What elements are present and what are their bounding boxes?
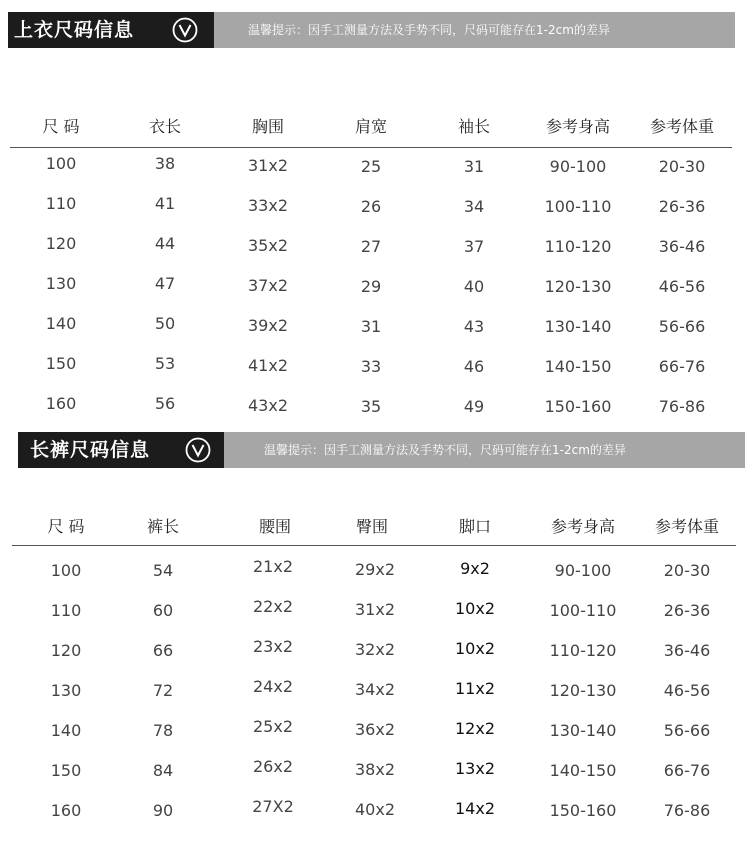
cell-height: 140-150 — [544, 357, 612, 376]
cell-weight: 66-76 — [658, 357, 706, 376]
cell-height: 130-140 — [549, 721, 617, 740]
column-header-height: 参考身高 — [550, 517, 615, 536]
cell-col4: 27 — [360, 237, 382, 256]
column-header-col5: 袖长 — [457, 117, 490, 136]
cell-col3: 24x2 — [252, 677, 293, 696]
cell-col4: 31x2 — [354, 600, 395, 619]
cell-size: 160 — [50, 801, 82, 820]
cell-size: 100 — [50, 561, 82, 580]
cell-weight: 56-66 — [663, 721, 711, 740]
cell-weight: 66-76 — [663, 761, 711, 780]
bottom-section-tip: 温馨提示：因手工测量方法及手势不同，尺码可能存在1-2cm的差异 — [264, 443, 626, 457]
column-header-weight: 参考体重 — [649, 117, 714, 136]
column-header-height: 参考身高 — [545, 117, 610, 136]
cell-col3: 37x2 — [247, 276, 288, 295]
cell-length: 41 — [154, 194, 176, 213]
cell-col5: 40 — [463, 277, 485, 296]
cell-col5: 10x2 — [454, 639, 495, 658]
cell-col4: 34x2 — [354, 680, 395, 699]
cell-col4: 36x2 — [354, 720, 395, 739]
cell-col4: 38x2 — [354, 760, 395, 779]
cell-length: 56 — [154, 394, 176, 413]
cell-length: 47 — [154, 274, 176, 293]
column-header-size: 尺 码 — [47, 517, 85, 536]
cell-col3: 33x2 — [247, 196, 288, 215]
cell-size: 130 — [50, 681, 82, 700]
cell-weight: 56-66 — [658, 317, 706, 336]
cell-col4: 32x2 — [354, 640, 395, 659]
cell-col4: 33 — [360, 357, 382, 376]
bottom-section-title: 长裤尺码信息 — [30, 439, 151, 461]
cell-size: 130 — [45, 274, 77, 293]
cell-col5: 34 — [463, 197, 485, 216]
cell-col3: 22x2 — [252, 597, 293, 616]
cell-col3: 21x2 — [252, 557, 293, 576]
cell-length: 66 — [152, 641, 174, 660]
cell-length: 84 — [152, 761, 174, 780]
cell-size: 120 — [45, 234, 77, 253]
cell-length: 90 — [152, 801, 174, 820]
cell-size: 110 — [50, 601, 82, 620]
cell-col3: 23x2 — [252, 637, 293, 656]
cell-col5: 12x2 — [454, 719, 495, 738]
cell-height: 140-150 — [549, 761, 617, 780]
cell-height: 120-130 — [549, 681, 617, 700]
cell-col3: 26x2 — [252, 757, 293, 776]
cell-col4: 26 — [360, 197, 382, 216]
column-header-col4: 臀围 — [355, 517, 388, 536]
cell-height: 150-160 — [549, 801, 617, 820]
cell-height: 120-130 — [544, 277, 612, 296]
cell-size: 140 — [50, 721, 82, 740]
cell-col4: 25 — [360, 157, 382, 176]
chevron-down-circle-icon — [172, 17, 198, 43]
top-section-title: 上衣尺码信息 — [14, 19, 135, 41]
cell-col5: 43 — [463, 317, 485, 336]
cell-height: 90-100 — [549, 157, 607, 176]
cell-height: 100-110 — [544, 197, 612, 216]
cell-weight: 46-56 — [663, 681, 711, 700]
cell-length: 72 — [152, 681, 174, 700]
cell-length: 54 — [152, 561, 174, 580]
cell-col4: 29x2 — [354, 560, 395, 579]
column-header-col3: 腰围 — [258, 517, 291, 536]
bottom-size-banner — [18, 432, 745, 468]
cell-size: 150 — [50, 761, 82, 780]
cell-col5: 11x2 — [454, 679, 495, 698]
chevron-down-circle-icon — [185, 437, 211, 463]
cell-col4: 40x2 — [354, 800, 395, 819]
cell-col5: 14x2 — [454, 799, 495, 818]
cell-col3: 27X2 — [252, 797, 294, 816]
cell-height: 130-140 — [544, 317, 612, 336]
cell-size: 150 — [45, 354, 77, 373]
cell-height: 90-100 — [554, 561, 612, 580]
cell-weight: 46-56 — [658, 277, 706, 296]
cell-col3: 43x2 — [247, 396, 288, 415]
cell-size: 100 — [45, 154, 77, 173]
column-header-col5: 脚口 — [458, 517, 491, 536]
cell-col5: 46 — [463, 357, 485, 376]
cell-col4: 29 — [360, 277, 382, 296]
cell-size: 140 — [45, 314, 77, 333]
cell-length: 38 — [154, 154, 176, 173]
column-header-col4: 肩宽 — [354, 117, 387, 136]
cell-height: 150-160 — [544, 397, 612, 416]
cell-size: 160 — [45, 394, 77, 413]
cell-col5: 31 — [463, 157, 485, 176]
cell-length: 53 — [154, 354, 176, 373]
cell-height: 100-110 — [549, 601, 617, 620]
cell-col5: 10x2 — [454, 599, 495, 618]
cell-length: 50 — [154, 314, 176, 333]
cell-col3: 35x2 — [247, 236, 288, 255]
cell-height: 110-120 — [544, 237, 612, 256]
column-header-weight: 参考体重 — [654, 517, 719, 536]
cell-weight: 20-30 — [663, 561, 711, 580]
column-header-size: 尺 码 — [42, 117, 80, 136]
cell-length: 60 — [152, 601, 174, 620]
cell-col4: 31 — [360, 317, 382, 336]
column-header-length: 裤长 — [146, 517, 179, 536]
cell-weight: 36-46 — [663, 641, 711, 660]
cell-size: 110 — [45, 194, 77, 213]
cell-length: 44 — [154, 234, 176, 253]
cell-weight: 36-46 — [658, 237, 706, 256]
top-table-divider — [10, 147, 732, 148]
cell-col5: 37 — [463, 237, 485, 256]
top-section-tip: 温馨提示：因手工测量方法及手势不同，尺码可能存在1-2cm的差异 — [248, 23, 610, 37]
cell-col3: 41x2 — [247, 356, 288, 375]
cell-col5: 13x2 — [454, 759, 495, 778]
cell-size: 120 — [50, 641, 82, 660]
cell-col4: 35 — [360, 397, 382, 416]
cell-weight: 76-86 — [663, 801, 711, 820]
cell-weight: 20-30 — [658, 157, 706, 176]
cell-col3: 31x2 — [247, 156, 288, 175]
cell-height: 110-120 — [549, 641, 617, 660]
cell-col5: 49 — [463, 397, 485, 416]
cell-weight: 26-36 — [663, 601, 711, 620]
cell-col5: 9x2 — [460, 559, 490, 578]
cell-col3: 25x2 — [252, 717, 293, 736]
cell-weight: 26-36 — [658, 197, 706, 216]
column-header-col3: 胸围 — [251, 117, 284, 136]
cell-weight: 76-86 — [658, 397, 706, 416]
column-header-length: 衣长 — [148, 117, 181, 136]
cell-col3: 39x2 — [247, 316, 288, 335]
cell-length: 78 — [152, 721, 174, 740]
bottom-table-divider — [12, 545, 736, 546]
top-size-banner — [8, 12, 735, 48]
